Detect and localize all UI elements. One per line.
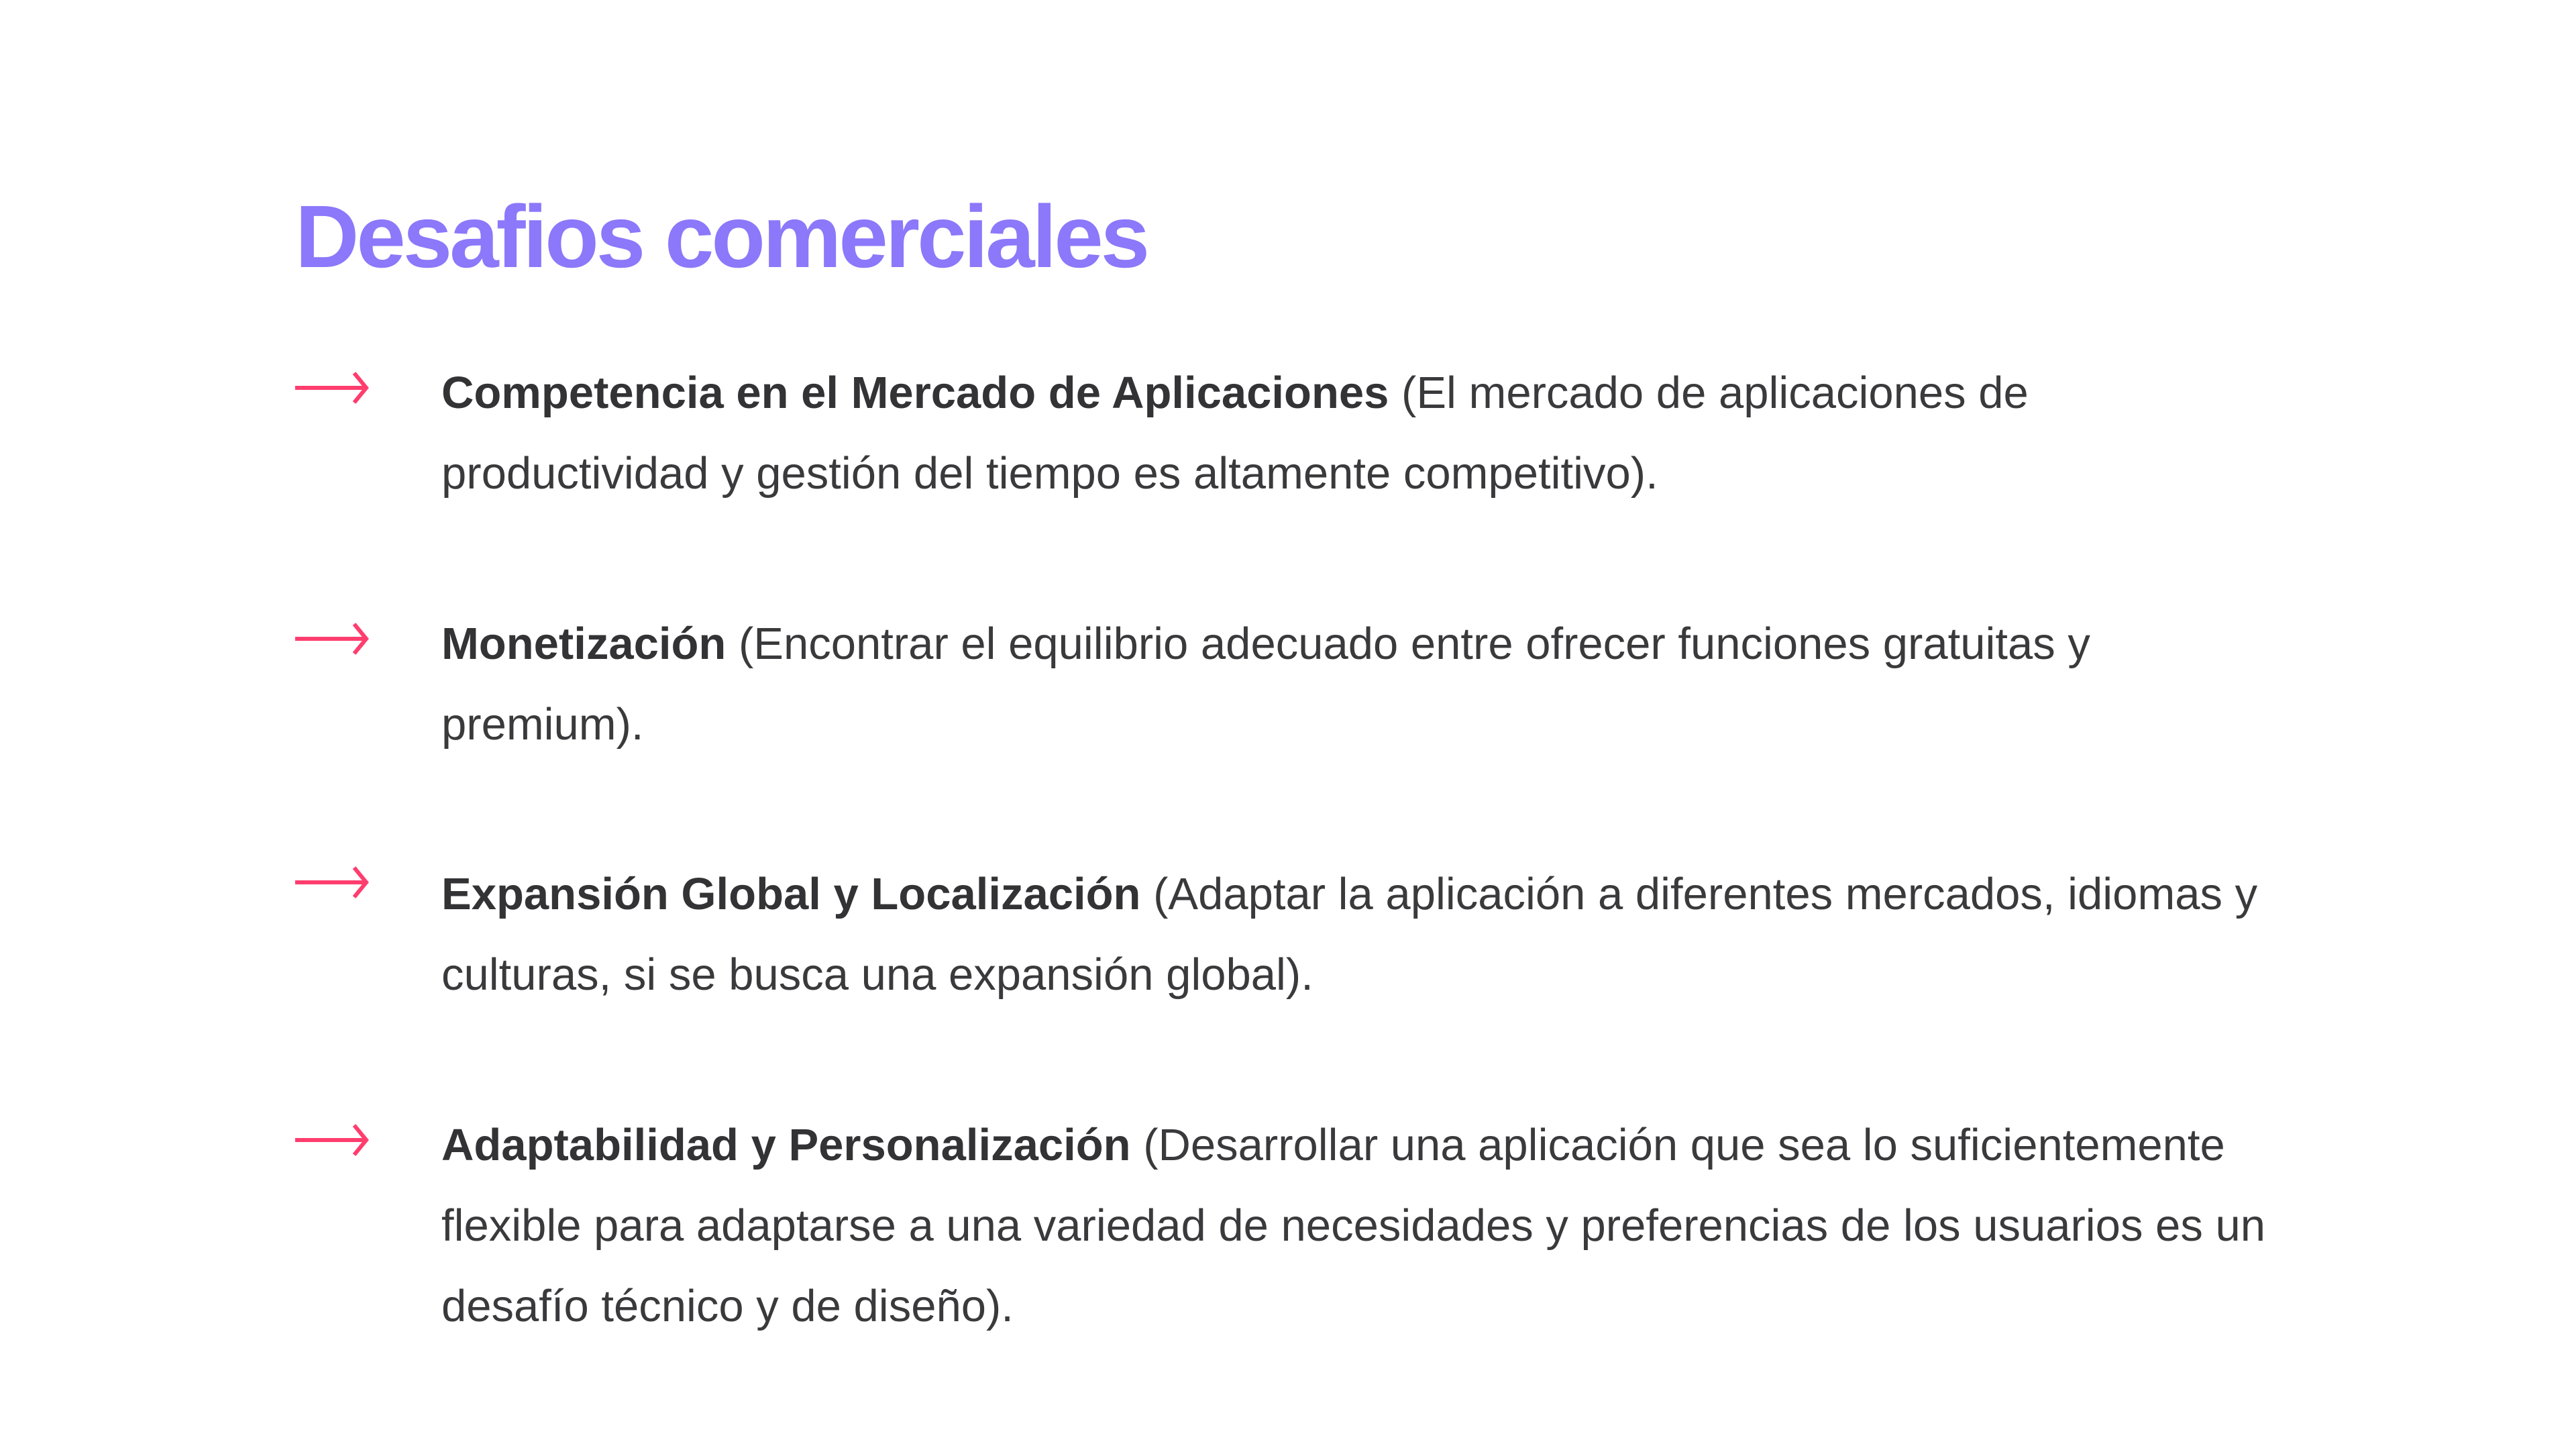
item-text	[441, 854, 2293, 1015]
item-heading: Competencia en el Mercado de Aplicaciones	[441, 368, 1389, 418]
arrow-right-icon	[295, 1120, 369, 1160]
item-heading: Monetización	[441, 619, 727, 669]
item-heading: Expansión Global y Localización	[441, 869, 1141, 919]
item-text	[441, 1105, 2293, 1347]
page-title: Desafios comerciales	[295, 187, 1148, 286]
item-text	[441, 353, 2293, 514]
item-text	[441, 604, 2293, 765]
arrow-right-icon	[295, 368, 369, 408]
item-description: (Desarrollar una aplicación que sea lo suficientemente flexible para adaptarse a una variedad de necesidades y preferencias de los usuarios es un desafío técnico y de diseño).	[441, 1120, 2265, 1331]
item-heading: Adaptabilidad y Personalización	[441, 1120, 1131, 1170]
arrow-right-icon	[295, 619, 369, 659]
item-description: (El mercado de aplicaciones de productividad y gestión del tiempo es altamente competitivo).	[441, 368, 2029, 499]
item-description: (Encontrar el equilibrio adecuado entre ofrecer funciones gratuitas y premium).	[441, 619, 2090, 750]
item-description: (Adaptar la aplicación a diferentes mercados, idiomas y culturas, si se busca una expansión global).	[441, 869, 2258, 1000]
arrow-right-icon	[295, 862, 369, 902]
